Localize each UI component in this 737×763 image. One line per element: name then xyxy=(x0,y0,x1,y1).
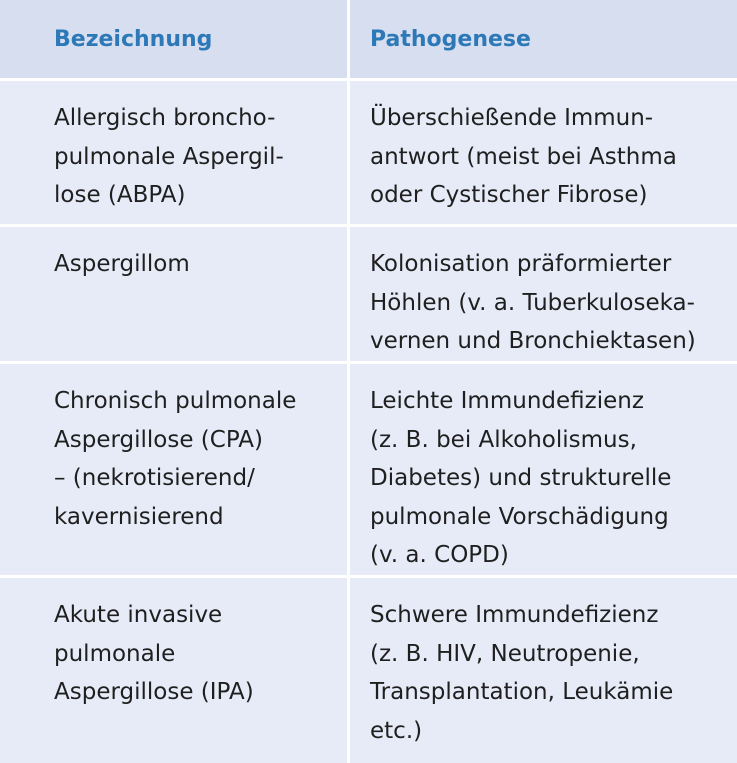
table-row-abpa xyxy=(0,81,737,224)
table-header-row xyxy=(0,0,737,78)
pathogenesis-cell: Leichte Immundefizienz (z. B. bei Alkoholismus, Diabetes) und strukturelle pulmonale Vorschädigung (v. a. COPD) xyxy=(350,364,737,575)
pathogenesis-cell: Kolonisation präformierter Höhlen (v. a. Tuberkuloseka- vernen und Bronchiektasen) xyxy=(350,227,737,361)
designation-cell: Aspergillom xyxy=(0,227,347,361)
table-row-aspergillom xyxy=(0,227,737,361)
pathogenesis-cell: Überschießende Immun- antwort (meist bei Asthma oder Cystischer Fibrose) xyxy=(350,81,737,224)
designation-cell: Allergisch broncho- pulmonale Aspergil- lose (ABPA) xyxy=(0,81,347,224)
header-pathogenesis: Pathogenese xyxy=(350,0,737,78)
designation-cell: Akute invasive pulmonale Aspergillose (IPA) xyxy=(0,578,347,763)
table-row-ipa xyxy=(0,578,737,763)
table-row-cpa xyxy=(0,364,737,575)
designation-cell: Chronisch pulmonale Aspergillose (CPA) – (nekrotisierend/ kavernisierend xyxy=(0,364,347,575)
header-designation: Bezeichnung xyxy=(0,0,347,78)
pathogenesis-cell: Schwere Immundefizienz (z. B. HIV, Neutropenie, Transplantation, Leukämie etc.) xyxy=(350,578,737,763)
